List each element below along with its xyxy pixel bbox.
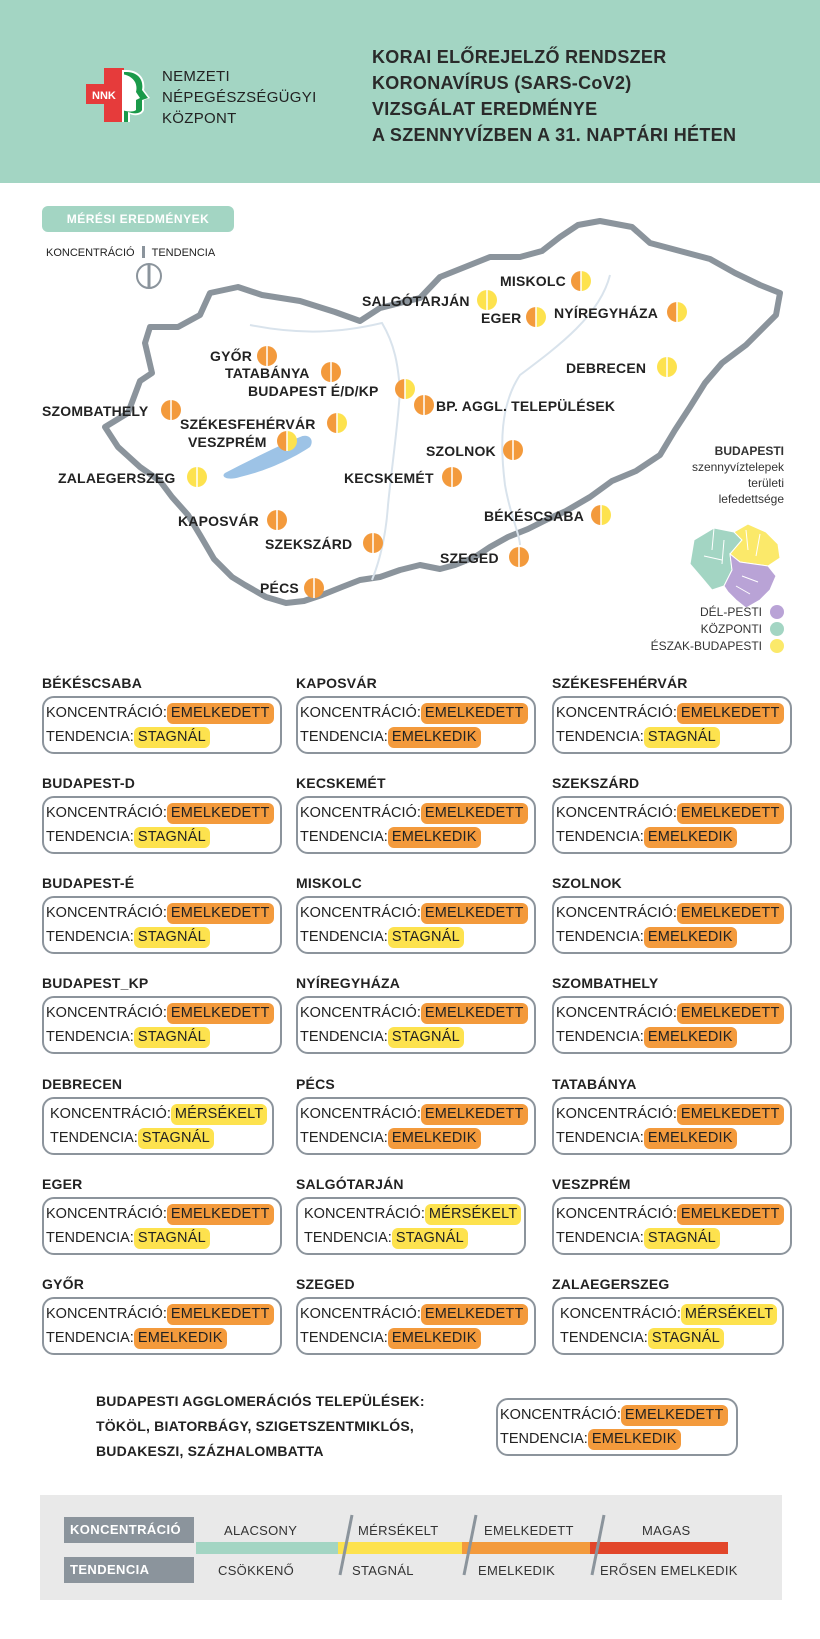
organization-name [162, 66, 317, 129]
scale-konc-level: MÉRSÉKELT [358, 1523, 439, 1538]
card-city-name: SZOLNOK [552, 875, 622, 891]
card-konc-label: KONCENTRÁCIÓ: [556, 1005, 677, 1021]
konc-value-badge: EMELKEDETT [677, 1003, 784, 1024]
card-tend-label: TENDENCIA: [50, 1130, 138, 1146]
card-tend-label: TENDENCIA: [300, 829, 388, 845]
bp-sub-line: szennyvíztelepek [691, 460, 784, 474]
card-tend-label: TENDENCIA: [500, 1431, 588, 1447]
bp-legend-del: DÉL-PESTI [700, 605, 784, 619]
konc-value-badge: EMELKEDETT [167, 1204, 274, 1225]
tend-value-badge: STAGNÁL [644, 1228, 720, 1249]
card-konc-label: KONCENTRÁCIÓ: [46, 905, 167, 921]
konc-value-badge: EMELKEDETT [167, 803, 274, 824]
map-city-label: DEBRECEN [566, 360, 647, 376]
status-dot-icon [441, 466, 463, 488]
city-result-card [552, 796, 792, 854]
status-dot-icon [590, 504, 612, 526]
card-tend-label: TENDENCIA: [560, 1330, 648, 1346]
org-line: NÉPEGÉSZSÉGÜGYI [162, 89, 317, 106]
legend-concentration: KONCENTRÁCIÓ [46, 247, 135, 259]
agglomeration-card [496, 1398, 738, 1456]
scale-tend-level: STAGNÁL [352, 1563, 414, 1578]
city-result-card [552, 1097, 792, 1155]
org-line: NEMZETI [162, 68, 230, 85]
city-result-card [42, 796, 282, 854]
map-city-label: SZOMBATHELY [42, 403, 149, 419]
card-tend-label: TENDENCIA: [46, 1029, 134, 1045]
card-konc-label: KONCENTRÁCIÓ: [46, 1306, 167, 1322]
bp-coverage-title [692, 443, 784, 507]
konc-value-badge: EMELKEDETT [677, 703, 784, 724]
scale-konc-level: ALACSONY [224, 1523, 298, 1538]
card-konc-label: KONCENTRÁCIÓ: [46, 805, 167, 821]
card-tend-label: TENDENCIA: [556, 729, 644, 745]
card-tend-label: TENDENCIA: [300, 1330, 388, 1346]
konc-value-badge: MÉRSÉKELT [681, 1304, 778, 1325]
title-line: KORONAVÍRUS (SARS-CoV2) [372, 73, 632, 93]
scale-konc-level: MAGAS [642, 1523, 691, 1538]
card-konc-label: KONCENTRÁCIÓ: [304, 1206, 425, 1222]
header-banner [0, 0, 820, 183]
map-city-label: SALGÓTARJÁN [362, 293, 470, 309]
card-tend-label: TENDENCIA: [300, 729, 388, 745]
card-city-name: SZEGED [296, 1276, 355, 1292]
bp-sub-line: lefedettsége [718, 492, 784, 506]
tend-value-badge: STAGNÁL [392, 1228, 468, 1249]
tend-value-badge: STAGNÁL [648, 1328, 724, 1349]
tend-value-badge: STAGNÁL [644, 727, 720, 748]
nnk-logo [82, 66, 154, 124]
legend-tendency: TENDENCIA [151, 247, 216, 259]
card-tend-label: TENDENCIA: [46, 829, 134, 845]
city-result-card [296, 796, 536, 854]
konc-value-badge: EMELKEDETT [167, 1003, 274, 1024]
city-result-card [296, 1097, 536, 1155]
card-tend-label: TENDENCIA: [556, 829, 644, 845]
map-city-label: VESZPRÉM [188, 434, 267, 450]
legend-dot-icon [770, 605, 784, 619]
city-result-card [296, 996, 536, 1054]
card-city-name: SZÉKESFEHÉRVÁR [552, 675, 688, 691]
tend-value-badge: EMELKEDIK [134, 1328, 227, 1349]
map-city-label: SZEGED [440, 550, 499, 566]
legend-half-circle-icon [135, 262, 163, 290]
konc-value-badge: MÉRSÉKELT [171, 1104, 268, 1125]
card-konc-label: KONCENTRÁCIÓ: [300, 705, 421, 721]
card-tend-label: TENDENCIA: [556, 1029, 644, 1045]
konc-value-badge: EMELKEDETT [167, 1304, 274, 1325]
card-konc-label: KONCENTRÁCIÓ: [556, 1106, 677, 1122]
scale-legend [40, 1495, 782, 1600]
city-result-card [552, 1297, 784, 1355]
card-tend-label: TENDENCIA: [46, 929, 134, 945]
card-tend-label: TENDENCIA: [556, 1130, 644, 1146]
top-legend [46, 246, 215, 259]
budapest-district-map [684, 520, 784, 610]
tend-value-badge: EMELKEDIK [388, 1128, 481, 1149]
konc-value-badge: EMELKEDETT [421, 703, 528, 724]
city-result-card [42, 1097, 274, 1155]
konc-value-badge: EMELKEDETT [677, 803, 784, 824]
card-city-name: BUDAPEST-D [42, 775, 136, 791]
city-result-card [296, 1297, 536, 1355]
status-dot-icon [362, 532, 384, 554]
card-tend-label: TENDENCIA: [300, 1130, 388, 1146]
bp-legend-eszak: ÉSZAK-BUDAPESTI [651, 639, 784, 653]
card-konc-label: KONCENTRÁCIÓ: [300, 1005, 421, 1021]
card-konc-label: KONCENTRÁCIÓ: [50, 1106, 171, 1122]
scale-bar-graphic [40, 1495, 782, 1600]
city-result-card [296, 1197, 526, 1255]
status-dot-icon [525, 306, 547, 328]
status-dot-icon [276, 430, 298, 452]
status-dot-icon [256, 345, 278, 367]
status-dot-icon [326, 412, 348, 434]
logo-text: NNK [92, 90, 116, 102]
konc-value-badge: EMELKEDETT [677, 1104, 784, 1125]
city-result-card [42, 896, 282, 954]
city-result-card [296, 896, 536, 954]
card-city-name: SALGÓTARJÁN [296, 1176, 404, 1192]
card-konc-label: KONCENTRÁCIÓ: [300, 1306, 421, 1322]
tend-value-badge: STAGNÁL [134, 927, 210, 948]
tend-value-badge: EMELKEDIK [388, 1328, 481, 1349]
city-result-card [552, 1197, 792, 1255]
card-tend-label: TENDENCIA: [304, 1230, 392, 1246]
status-dot-icon [186, 466, 208, 488]
city-result-card [552, 696, 792, 754]
bp-title-line: BUDAPESTI [714, 444, 784, 458]
tend-value-badge: EMELKEDIK [644, 1027, 737, 1048]
card-city-name: NYÍREGYHÁZA [296, 975, 401, 991]
map-city-label: TATABÁNYA [225, 365, 310, 381]
tend-value-badge: EMELKEDIK [588, 1429, 681, 1450]
agglomeration-text [96, 1389, 425, 1464]
city-result-card [552, 896, 792, 954]
card-konc-label: KONCENTRÁCIÓ: [500, 1407, 621, 1423]
card-tend-label: TENDENCIA: [556, 929, 644, 945]
card-city-name: GYŐR [42, 1276, 85, 1292]
card-city-name: KECSKEMÉT [296, 775, 386, 791]
tend-value-badge: STAGNÁL [134, 727, 210, 748]
map-city-label: EGER [481, 310, 522, 326]
status-dot-icon [502, 439, 524, 461]
card-city-name: TATABÁNYA [552, 1076, 637, 1092]
city-result-card [42, 1297, 282, 1355]
card-city-name: PÉCS [296, 1076, 335, 1092]
card-konc-label: KONCENTRÁCIÓ: [560, 1306, 681, 1322]
status-dot-icon [413, 394, 435, 416]
map-city-label: BUDAPEST É/D/KP [248, 383, 379, 399]
card-konc-label: KONCENTRÁCIÓ: [556, 905, 677, 921]
status-dot-icon [160, 399, 182, 421]
status-dot-icon [666, 301, 688, 323]
status-dot-icon [303, 577, 325, 599]
map-city-label: PÉCS [260, 580, 299, 596]
tend-value-badge: EMELKEDIK [388, 827, 481, 848]
city-result-card [42, 996, 282, 1054]
status-dot-icon [570, 270, 592, 292]
status-dot-icon [266, 509, 288, 531]
tend-value-badge: STAGNÁL [134, 827, 210, 848]
map-city-label: KAPOSVÁR [178, 513, 259, 529]
scale-tend-level: EMELKEDIK [478, 1563, 556, 1578]
card-city-name: SZEKSZÁRD [552, 775, 640, 791]
scale-konc-label: KONCENTRÁCIÓ [64, 1517, 194, 1543]
legend-dot-icon [770, 622, 784, 636]
card-tend-label: TENDENCIA: [556, 1230, 644, 1246]
tend-value-badge: EMELKEDIK [388, 727, 481, 748]
title-line: VIZSGÁLAT EREDMÉNYE [372, 99, 598, 119]
card-konc-label: KONCENTRÁCIÓ: [556, 705, 677, 721]
status-dot-icon [656, 356, 678, 378]
card-city-name: MISKOLC [296, 875, 362, 891]
tend-value-badge: STAGNÁL [138, 1128, 214, 1149]
scale-konc-level: EMELKEDETT [484, 1523, 574, 1538]
konc-value-badge: EMELKEDETT [677, 903, 784, 924]
scale-tend-label: TENDENCIA [64, 1557, 194, 1583]
card-city-name: SZOMBATHELY [552, 975, 659, 991]
card-city-name: DEBRECEN [42, 1076, 123, 1092]
konc-value-badge: EMELKEDETT [167, 703, 274, 724]
card-city-name: VESZPRÉM [552, 1176, 631, 1192]
konc-value-badge: EMELKEDETT [421, 1304, 528, 1325]
page-title [372, 44, 736, 148]
konc-value-badge: EMELKEDETT [421, 803, 528, 824]
aggl-line: TÖKÖL, BIATORBÁGY, SZIGETSZENTMIKLÓS, [96, 1418, 414, 1434]
card-konc-label: KONCENTRÁCIÓ: [46, 1206, 167, 1222]
bp-legend-kozponti: KÖZPONTI [701, 622, 784, 636]
measurement-results-label: MÉRÉSI EREDMÉNYEK [42, 206, 234, 232]
konc-value-badge: EMELKEDETT [421, 1003, 528, 1024]
map-city-label: BÉKÉSCSABA [484, 508, 585, 524]
map-city-label: SZOLNOK [426, 443, 496, 459]
konc-value-badge: EMELKEDETT [677, 1204, 784, 1225]
map-city-label: BP. AGGL. TELEPÜLÉSEK [436, 398, 616, 414]
tend-value-badge: STAGNÁL [134, 1027, 210, 1048]
city-result-card [42, 1197, 282, 1255]
card-konc-label: KONCENTRÁCIÓ: [556, 805, 677, 821]
tend-value-badge: STAGNÁL [134, 1228, 210, 1249]
card-konc-label: KONCENTRÁCIÓ: [556, 1206, 677, 1222]
org-line: KÖZPONT [162, 110, 237, 127]
map-city-label: MISKOLC [500, 273, 566, 289]
map-city-label: GYŐR [210, 348, 253, 364]
map-city-label: SZEKSZÁRD [265, 536, 353, 552]
tend-value-badge: EMELKEDIK [644, 827, 737, 848]
map-city-label: ZALAEGERSZEG [58, 470, 176, 486]
status-dot-icon [508, 546, 530, 568]
status-dot-icon [320, 361, 342, 383]
card-tend-label: TENDENCIA: [300, 1029, 388, 1045]
city-result-card [552, 996, 792, 1054]
bp-sub-line: területi [747, 476, 784, 490]
konc-value-badge: EMELKEDETT [167, 903, 274, 924]
tend-value-badge: STAGNÁL [388, 927, 464, 948]
city-result-card [42, 696, 282, 754]
aggl-line: BUDAKESZI, SZÁZHALOMBATTA [96, 1443, 324, 1459]
map-city-label: SZÉKESFEHÉRVÁR [180, 416, 316, 432]
title-line: A SZENNYVÍZBEN A 31. NAPTÁRI HÉTEN [372, 125, 737, 145]
card-konc-label: KONCENTRÁCIÓ: [46, 1005, 167, 1021]
konc-value-badge: EMELKEDETT [621, 1405, 728, 1426]
card-konc-label: KONCENTRÁCIÓ: [300, 805, 421, 821]
card-konc-label: KONCENTRÁCIÓ: [46, 705, 167, 721]
card-konc-label: KONCENTRÁCIÓ: [300, 1106, 421, 1122]
konc-value-badge: MÉRSÉKELT [425, 1204, 522, 1225]
card-city-name: BUDAPEST-É [42, 875, 135, 891]
map-city-label: KECSKEMÉT [344, 470, 434, 486]
legend-dot-icon [770, 639, 784, 653]
tend-value-badge: STAGNÁL [388, 1027, 464, 1048]
card-city-name: EGER [42, 1176, 83, 1192]
card-konc-label: KONCENTRÁCIÓ: [300, 905, 421, 921]
city-result-card [296, 696, 536, 754]
scale-tend-level: ERŐSEN EMELKEDIK [600, 1563, 738, 1578]
konc-value-badge: EMELKEDETT [421, 1104, 528, 1125]
card-tend-label: TENDENCIA: [46, 1330, 134, 1346]
card-city-name: KAPOSVÁR [296, 675, 377, 691]
title-line: KORAI ELŐREJELZŐ RENDSZER [372, 47, 667, 67]
card-tend-label: TENDENCIA: [46, 1230, 134, 1246]
card-city-name: BÉKÉSCSABA [42, 675, 143, 691]
map-city-label: NYÍREGYHÁZA [554, 305, 659, 321]
aggl-line: BUDAPESTI AGGLOMERÁCIÓS TELEPÜLÉSEK: [96, 1393, 425, 1409]
status-dot-icon [476, 289, 498, 311]
card-city-name: BUDAPEST_KP [42, 975, 149, 991]
scale-tend-level: CSÖKKENŐ [218, 1563, 295, 1578]
card-tend-label: TENDENCIA: [300, 929, 388, 945]
tend-value-badge: EMELKEDIK [644, 1128, 737, 1149]
tend-value-badge: EMELKEDIK [644, 927, 737, 948]
card-tend-label: TENDENCIA: [46, 729, 134, 745]
konc-value-badge: EMELKEDETT [421, 903, 528, 924]
card-city-name: ZALAEGERSZEG [552, 1276, 670, 1292]
